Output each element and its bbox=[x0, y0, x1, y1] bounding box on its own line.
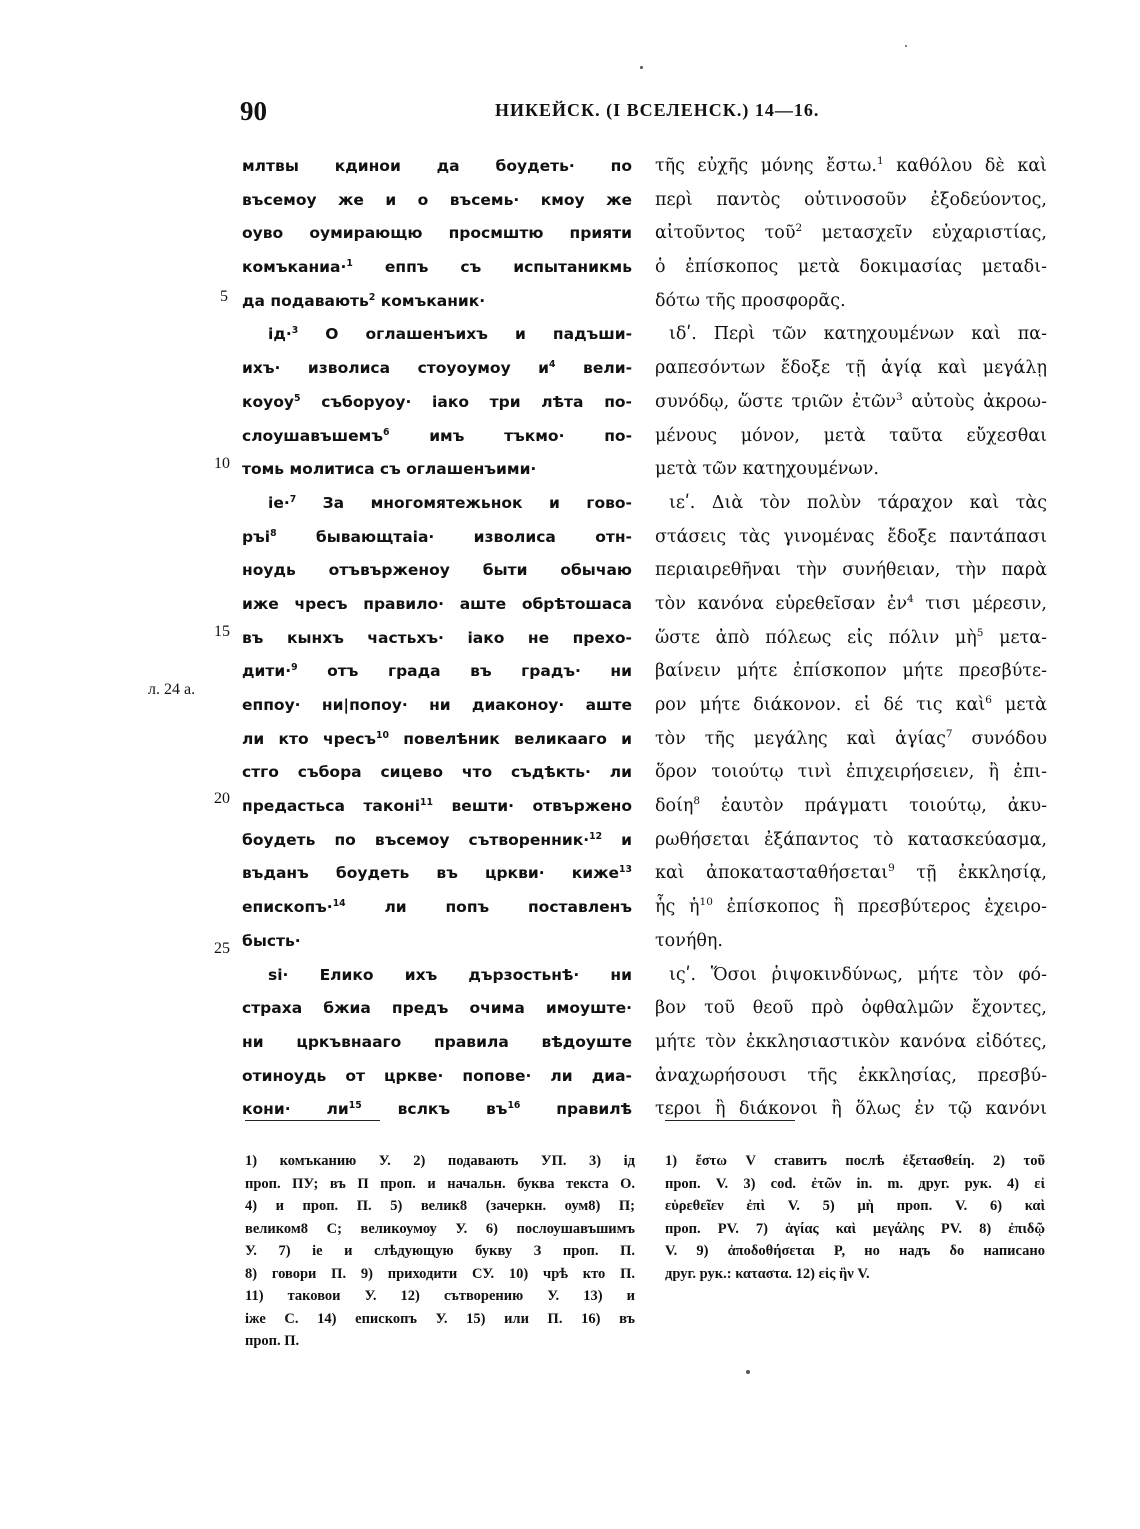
greek-line: αἰτοῦντος τοῦ$^2$ μετασχεῖν εὐχαριστίας, bbox=[655, 222, 1047, 244]
line-number-25: 25 bbox=[214, 940, 230, 957]
page-number: 90 bbox=[240, 96, 267, 126]
line-number-5: 5 bbox=[220, 288, 228, 305]
footnote-line: У. 7) іе и слѣдующую букву З проп. П. bbox=[245, 1243, 635, 1259]
footnote-line: 8) говори П. 9) приходити СУ. 10) чрѣ кто П. bbox=[245, 1265, 635, 1282]
page-header bbox=[240, 96, 1040, 136]
scan-speck bbox=[640, 66, 643, 69]
slavonic-line: томь молитиса съ оглашенъими· bbox=[242, 460, 537, 479]
greek-line: δοίη$^8$ ἑαυτὸν πράγματι τοιούτῳ, ἀκυ- bbox=[655, 795, 1047, 817]
footnote-line: εὑρεθεῖεν ἐπὶ V. 5) μὴ проп. V. 6) καὶ bbox=[665, 1198, 1045, 1214]
greek-line: ἧς ἡ$^{10}$ ἐπίσκοπος ἢ πρεσβύτερος ἐχειρο- bbox=[655, 896, 1047, 918]
greek-line: τῆς εὐχῆς μόνης ἔστω.$^1$ καθόλου δὲ καὶ bbox=[655, 155, 1047, 176]
greek-line: στάσεις τὰς γινομένας ἔδοξε παντάπασι bbox=[655, 526, 1047, 547]
slavonic-line: ихъ· изволиса стоуоумоу $и^4$ вели- bbox=[242, 358, 632, 378]
slavonic-line: коуоу$^5$ съборуоу· іако три лѣта по- bbox=[242, 392, 632, 411]
greek-line: ὁ ἐπίσκοπος μετὰ δοκιμασίας μεταδι- bbox=[655, 257, 1047, 278]
footnote-line: 1) ἔστω V ставитъ послѣ ἐξετασθείη. 2) τοῦ bbox=[665, 1153, 1045, 1169]
slavonic-line: да подавають$^2$ комъканик· bbox=[242, 291, 486, 310]
footnote-line: проп. V. 3) cod. ἐτῶν in. m. друг. рук. 4) εἰ bbox=[665, 1175, 1045, 1192]
line-number-20: 20 bbox=[214, 790, 230, 807]
footnote-line: 11) таковои У. 12) сътворению У. 13) и bbox=[245, 1288, 635, 1304]
greek-line: ρωθήσεται ἐξάπαντος τὸ κατασκεύασμα, bbox=[655, 829, 1047, 850]
greek-line: μετὰ τῶν κατηχουμένων. bbox=[655, 459, 879, 480]
slavonic-line: іе·$^7$ За многомятежьнок и гово- bbox=[268, 493, 632, 512]
greek-line: περιαιρεθῆναι τὴν συνήθειαν, τὴν παρὰ bbox=[655, 560, 1047, 581]
slavonic-line: оуво оумирающю просмштю прияти bbox=[242, 224, 632, 243]
slavonic-line: боудеть по въсемоу сътворенник·$^{12}$ и bbox=[242, 830, 632, 849]
greek-line: μήτε τὸν ἐκκλησιαστικὸν κανόνα εἰδότες, bbox=[655, 1031, 1047, 1052]
footnotes-left bbox=[245, 1150, 635, 1353]
footnote-line: 4) и проп. П. 5) велик8 (зачеркн. оум8) П; bbox=[245, 1198, 635, 1214]
slavonic-line: ноудь отъвърженоу быти обычаю bbox=[242, 561, 632, 580]
greek-line: ιδʹ. Περὶ τῶν κατηχουμένων καὶ πα- bbox=[669, 324, 1047, 345]
slavonic-line: кони· $ли^{15}$ вслкъ $въ^{16}$ правилѣ bbox=[242, 1100, 632, 1119]
greek-line: καὶ ἀποκατασταθήσεται$^9$ τῇ ἐκκλησίᾳ, bbox=[655, 862, 1047, 884]
slavonic-column bbox=[242, 150, 632, 1127]
slavonic-line: епископъ·$^{14}$ ли попъ поставленъ bbox=[242, 897, 632, 917]
greek-line: ἀναχωρήσουσι τῆς ἐκκλησίας, πρεσβύ- bbox=[655, 1065, 1047, 1086]
slavonic-line: ръі$^8$ бывающтаіа· изволиса отн- bbox=[242, 527, 632, 546]
greek-line: ιεʹ. Διὰ τὸν πολὺν τάραχον καὶ τὰς bbox=[669, 492, 1047, 513]
greek-line: τὸν τῆς μεγάλης καὶ ἁγίας$^7$ συνόδου bbox=[655, 727, 1047, 749]
slavonic-line: млтвы кдинои да боудеть· по bbox=[242, 157, 632, 175]
greek-line: τεροι ἢ διάκονοι ἢ ὅλως ἐν τῷ κανόνι bbox=[655, 1099, 1047, 1120]
scan-speck bbox=[905, 45, 907, 47]
footnote-line: V. 9) ἀποδοθήσεται P, но надъ δο написано bbox=[665, 1243, 1045, 1259]
footnote-line: 1) комъканию У. 2) подавають УП. 3) ід bbox=[245, 1153, 635, 1169]
slavonic-line: ни цркъвнааго правила вѣдоуште bbox=[242, 1032, 632, 1051]
greek-line: περὶ παντὸς οὑτινοσοῦν ἐξοδεύοντος, bbox=[655, 189, 1047, 210]
greek-column bbox=[655, 150, 1047, 1127]
running-title: НИКЕЙСК. (I ВСЕЛЕНСК.) 14—16. bbox=[495, 100, 820, 120]
greek-line: ὥστε ἀπὸ πόλεως εἰς πόλιν μὴ$^5$ μετα- bbox=[655, 626, 1047, 648]
line-number-10: 10 bbox=[214, 455, 230, 472]
slavonic-line: въсемоу же и о въсемь· кмоу же bbox=[242, 190, 632, 209]
footnote-line: проп. П. bbox=[245, 1333, 300, 1349]
slavonic-line: дити·$^9$ отъ града въ градъ· ни bbox=[242, 662, 632, 681]
slavonic-line: бысть· bbox=[242, 931, 301, 950]
footnote-rule-left bbox=[245, 1120, 380, 1121]
footnote-line: іже С. 14) епископъ У. 15) или П. 16) въ bbox=[245, 1310, 635, 1327]
greek-line: βον τοῦ θεοῦ πρὸ ὀφθαλμῶν ἔχοντες, bbox=[655, 998, 1047, 1019]
slavonic-line: ід·$^3$ О оглашенъихъ и падъши- bbox=[268, 325, 632, 344]
slavonic-line: предастьса таконі$^{11}$ вешти· отвържено bbox=[242, 796, 632, 816]
slavonic-line: комъканиа·$^1$ еппъ съ испытаникмь bbox=[242, 257, 632, 277]
slavonic-line: страха бжиа предъ очима имоуште· bbox=[242, 999, 632, 1018]
slavonic-line: стго събора сицево что съдѣкть· ли bbox=[242, 763, 632, 782]
greek-line: ὅρον τοιούτῳ τινὶ ἐπιχειρήσειεν, ἢ ἐπι- bbox=[655, 762, 1047, 783]
slavonic-line: еппоу· ни|попоу· ни диаконоу· аште bbox=[242, 696, 632, 714]
footnote-line: проп. ПУ; въ П проп. и начальн. буква текста О. bbox=[245, 1175, 635, 1192]
slavonic-line: ли кто чресъ$^{10}$ повелѣник великааго и bbox=[242, 729, 632, 748]
greek-line: ραπεσόντων ἔδοξε τῇ ἁγίᾳ καὶ μεγάλῃ bbox=[655, 358, 1047, 379]
footnote-rule-right bbox=[665, 1120, 795, 1121]
folio-note: л. 24 а. bbox=[148, 681, 196, 698]
footnote-line: проп. PV. 7) ἁγίας καὶ μεγάλης PV. 8) ἐπιδῷ bbox=[665, 1220, 1045, 1237]
slavonic-line: слоушавъшемъ$^6$ имъ тъкмо· по- bbox=[242, 426, 632, 445]
greek-line: μένους μόνον, μετὰ ταῦτα εὔχεσθαι bbox=[655, 425, 1047, 446]
footnote-line: великом8 С; великоумоу У. 6) послоушавъшимъ bbox=[245, 1220, 635, 1237]
slavonic-line: ѕі· Елико ихъ дързостьнѣ· ни bbox=[268, 965, 632, 984]
line-number-15: 15 bbox=[214, 623, 230, 640]
slavonic-line: отиноудь от цркве· попове· ли диа- bbox=[242, 1066, 632, 1085]
greek-line: ρον μήτε διάκονον. εἰ δέ τις καὶ$^6$ μετὰ bbox=[655, 694, 1047, 715]
scan-speck bbox=[746, 1370, 750, 1374]
slavonic-line: въ кынхъ частьхъ· іако не прехо- bbox=[242, 628, 632, 647]
greek-line: ιςʹ. Ὅσοι ῥιψοκινδύνως, μήτε τὸν φό- bbox=[669, 964, 1047, 985]
slavonic-line: иже чресъ правило· аште обрѣтошаса bbox=[242, 594, 632, 613]
greek-line: τονήθη. bbox=[655, 930, 723, 951]
greek-line: βαίνειν μήτε ἐπίσκοπον μήτε πρεσβύτε- bbox=[655, 661, 1047, 682]
greek-line: δότω τῆς προσφορᾶς. bbox=[655, 290, 846, 311]
greek-line: συνόδῳ, ὥστε τριῶν ἐτῶν$^3$ αὐτοὺς ἀκροω- bbox=[655, 390, 1047, 412]
greek-line: τὸν κανόνα εὑρεθεῖσαν ἐν$^4$ τισι μέρεσιν, bbox=[655, 593, 1047, 614]
footnotes-right bbox=[665, 1150, 1045, 1285]
slavonic-line: въданъ боудеть въ цркви· киже$^{13}$ bbox=[242, 864, 632, 883]
footnote-line: друг. рук.: καταστα. 12) εἰς ἣν V. bbox=[665, 1265, 870, 1282]
